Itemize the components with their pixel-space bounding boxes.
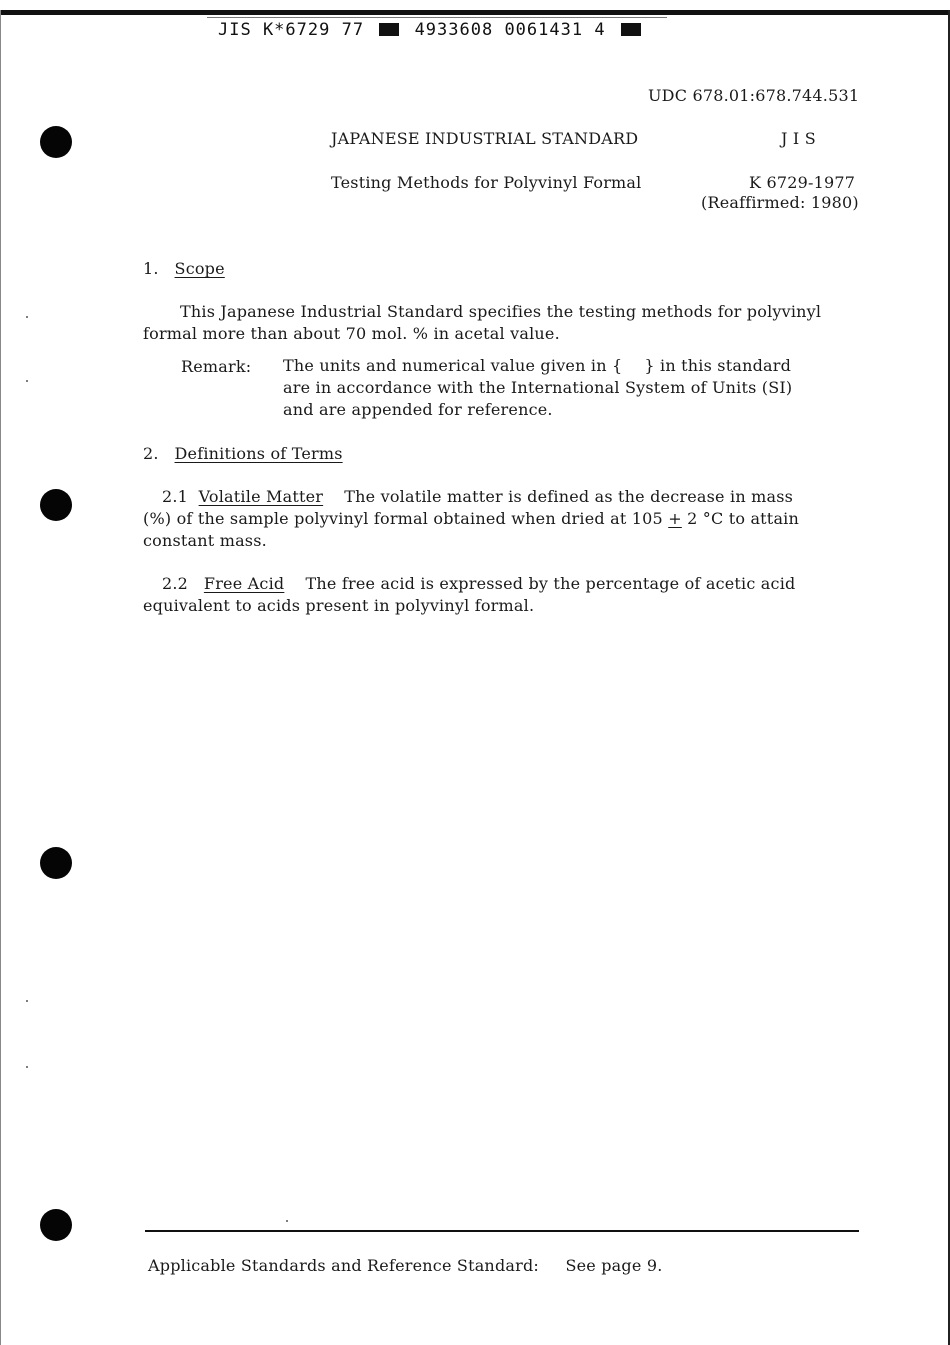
reaffirmed-note: (Reaffirmed: 1980) (701, 193, 859, 212)
definition-2-2-line-2: equivalent to acids present in polyvinyl formal. (143, 596, 535, 615)
section-1-heading (143, 258, 225, 280)
section-2-number: 2. (143, 444, 159, 463)
definition-2-1-number: 2.1 (162, 487, 189, 506)
remark-line-1a: The units and numerical value given in { (283, 356, 623, 375)
definition-2-1-line-3: constant mass. (143, 531, 267, 550)
definition-2-1-line-1 (162, 486, 793, 508)
definition-2-2-line-1 (162, 573, 795, 595)
standard-number: K 6729-1977 (749, 173, 856, 192)
punch-hole (40, 489, 72, 521)
footer-rule (145, 1230, 859, 1232)
scan-code-b: 4933608 0061431 4 (414, 20, 606, 40)
definition-2-1-line-2a: (%) of the sample polyvinyl formal obtained when dried at 105 (143, 509, 669, 528)
section-1-title: Scope (174, 259, 225, 278)
scan-left-border (0, 10, 1, 1345)
jis-mark: J I S (781, 129, 816, 148)
scan-code-a: JIS K*6729 77 (218, 20, 365, 40)
scan-speck (26, 316, 28, 318)
scan-speck (286, 1220, 288, 1222)
footer-reference: See page 9. (565, 1256, 663, 1275)
definition-2-1-term: Volatile Matter (198, 487, 324, 506)
remark-line-1b: } in this standard (644, 356, 792, 375)
section-2-heading (143, 443, 343, 465)
scan-top-border (0, 10, 950, 15)
definition-2-2-number: 2.2 (162, 574, 189, 593)
footer-label: Applicable Standards and Reference Standard: (148, 1256, 540, 1275)
definition-2-1-line-2 (143, 508, 799, 530)
punch-hole (40, 847, 72, 879)
remark-line-1 (283, 355, 791, 377)
footer-note (148, 1255, 662, 1277)
remark-line-3: and are appended for reference. (283, 400, 553, 419)
section-1-number: 1. (143, 259, 159, 278)
definition-2-1-line-2b: 2 °C to attain (681, 509, 799, 528)
remark-line-2: are in accordance with the International System of Units (SI) (283, 378, 793, 397)
scan-speck (26, 1000, 28, 1002)
scan-speck (26, 1066, 28, 1068)
standard-org: JAPANESE INDUSTRIAL STANDARD (331, 129, 639, 148)
definition-2-1-text: The volatile matter is defined as the decrease in mass (344, 487, 794, 506)
section-2-title: Definitions of Terms (174, 444, 343, 463)
punch-hole (40, 126, 72, 158)
punch-hole (40, 1209, 72, 1241)
plus-minus-sign: + (668, 509, 682, 528)
udc-code: UDC 678.01:678.744.531 (648, 86, 860, 105)
scan-block-mark (621, 23, 641, 36)
document-title: Testing Methods for Polyvinyl Formal (331, 173, 642, 192)
scope-body-line-1: This Japanese Industrial Standard specifies the testing methods for polyvinyl (180, 302, 822, 321)
scan-header-line (207, 17, 667, 18)
definition-2-2-term: Free Acid (203, 574, 285, 593)
definition-2-2-text: The free acid is expressed by the percentage of acetic acid (305, 574, 796, 593)
scan-code (218, 20, 645, 40)
scan-speck (26, 380, 28, 382)
scope-body-line-2: formal more than about 70 mol. % in acetal value. (143, 324, 560, 343)
remark-label: Remark: (181, 357, 252, 376)
scan-block-mark (379, 23, 399, 36)
